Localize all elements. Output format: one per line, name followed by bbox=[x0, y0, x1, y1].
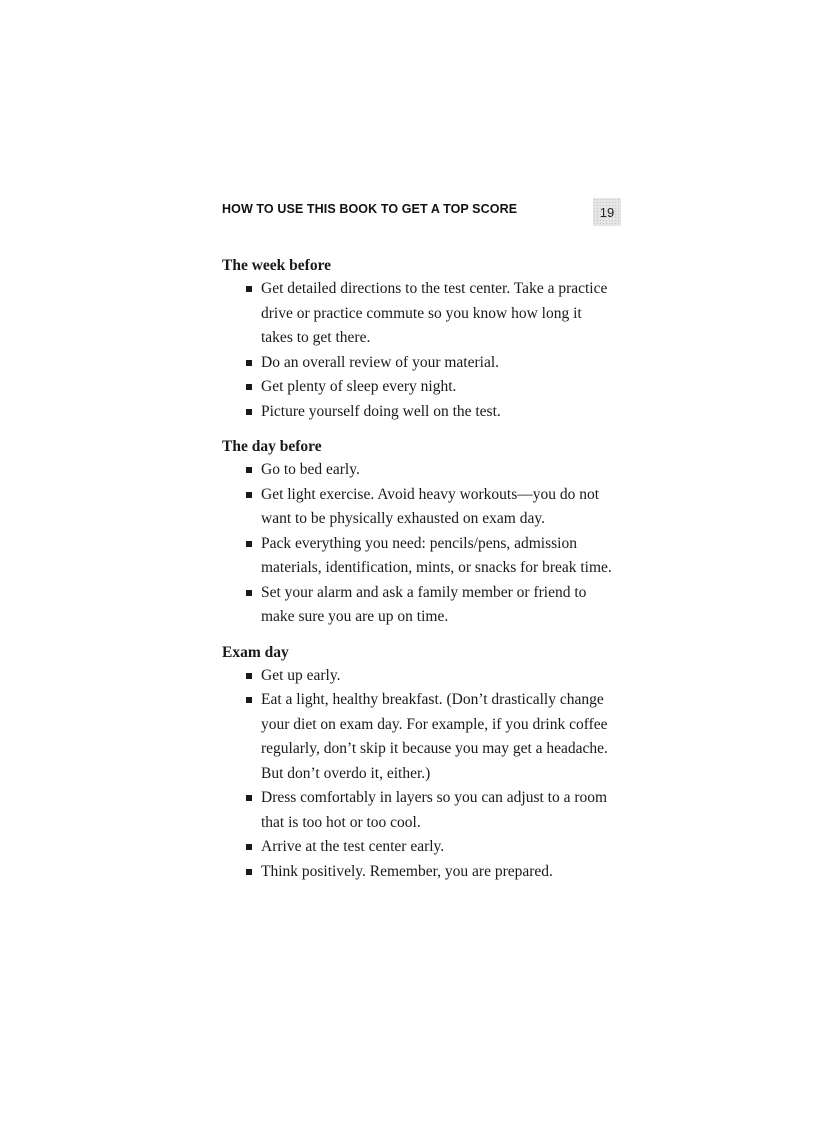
list-item bbox=[222, 400, 616, 425]
list-item-text: Pack everything you need: pencils/pens, admission materials, identification, mints, or snacks for break time. bbox=[261, 534, 612, 576]
list-item-text: Go to bed early. bbox=[261, 461, 360, 478]
list-item bbox=[222, 664, 616, 689]
list-item-text: Arrive at the test center early. bbox=[261, 838, 445, 855]
list-item-text: Eat a light, healthy breakfast. (Don’t drastically change your diet on exam day. For example, if you drink coffee regularly, don’t skip it because you may get a headache. But don’t overdo it, either.) bbox=[261, 691, 608, 782]
checklist bbox=[222, 458, 642, 630]
square-bullet-icon bbox=[246, 492, 252, 498]
list-item bbox=[222, 581, 616, 630]
section-week-before bbox=[222, 255, 642, 424]
list-item bbox=[222, 860, 616, 885]
square-bullet-icon bbox=[246, 844, 252, 850]
square-bullet-icon bbox=[246, 541, 252, 547]
square-bullet-icon bbox=[246, 673, 252, 679]
section-exam-day bbox=[222, 642, 642, 885]
list-item bbox=[222, 375, 616, 400]
section-day-before bbox=[222, 436, 642, 630]
list-item-text: Get light exercise. Avoid heavy workouts—you do not want to be physically exhausted on exam day. bbox=[261, 485, 600, 527]
list-item-text: Picture yourself doing well on the test. bbox=[261, 402, 501, 420]
list-item bbox=[222, 688, 616, 786]
list-item-text: Get detailed directions to the test center. Take a practice drive or practice commute so you know how long it takes to get there. bbox=[261, 280, 608, 346]
square-bullet-icon bbox=[246, 409, 252, 415]
checklist bbox=[222, 664, 642, 885]
list-item-text: Do an overall review of your material. bbox=[261, 353, 500, 371]
square-bullet-icon bbox=[246, 360, 252, 366]
list-item bbox=[222, 277, 616, 351]
list-item bbox=[222, 786, 616, 835]
list-item-text: Get up early. bbox=[261, 666, 341, 684]
page-number-box bbox=[593, 198, 621, 226]
square-bullet-icon bbox=[246, 384, 252, 390]
square-bullet-icon bbox=[246, 869, 252, 875]
list-item-text: Get plenty of sleep every night. bbox=[261, 378, 457, 395]
checklist bbox=[222, 277, 642, 424]
list-item-text: Think positively. Remember, you are prepared. bbox=[261, 862, 553, 880]
running-header-title: HOW TO USE THIS BOOK TO GET A TOP SCORE bbox=[222, 202, 518, 216]
running-header bbox=[222, 198, 622, 228]
square-bullet-icon bbox=[246, 467, 252, 473]
list-item-text: Set your alarm and ask a family member or friend to make sure you are up on time. bbox=[261, 583, 587, 625]
section-heading: The day before bbox=[222, 438, 322, 455]
square-bullet-icon bbox=[246, 590, 252, 596]
list-item bbox=[222, 532, 616, 581]
square-bullet-icon bbox=[246, 795, 252, 801]
section-heading: The week before bbox=[222, 257, 332, 274]
list-item bbox=[222, 483, 616, 532]
list-item bbox=[222, 351, 616, 376]
list-item bbox=[222, 835, 616, 860]
square-bullet-icon bbox=[246, 697, 252, 703]
list-item bbox=[222, 458, 616, 483]
list-item-text: Dress comfortably in layers so you can adjust to a room that is too hot or too cool. bbox=[261, 789, 608, 831]
square-bullet-icon bbox=[246, 286, 252, 292]
section-heading: Exam day bbox=[222, 643, 289, 661]
page-number: 19 bbox=[599, 204, 615, 220]
page-content bbox=[222, 255, 642, 884]
